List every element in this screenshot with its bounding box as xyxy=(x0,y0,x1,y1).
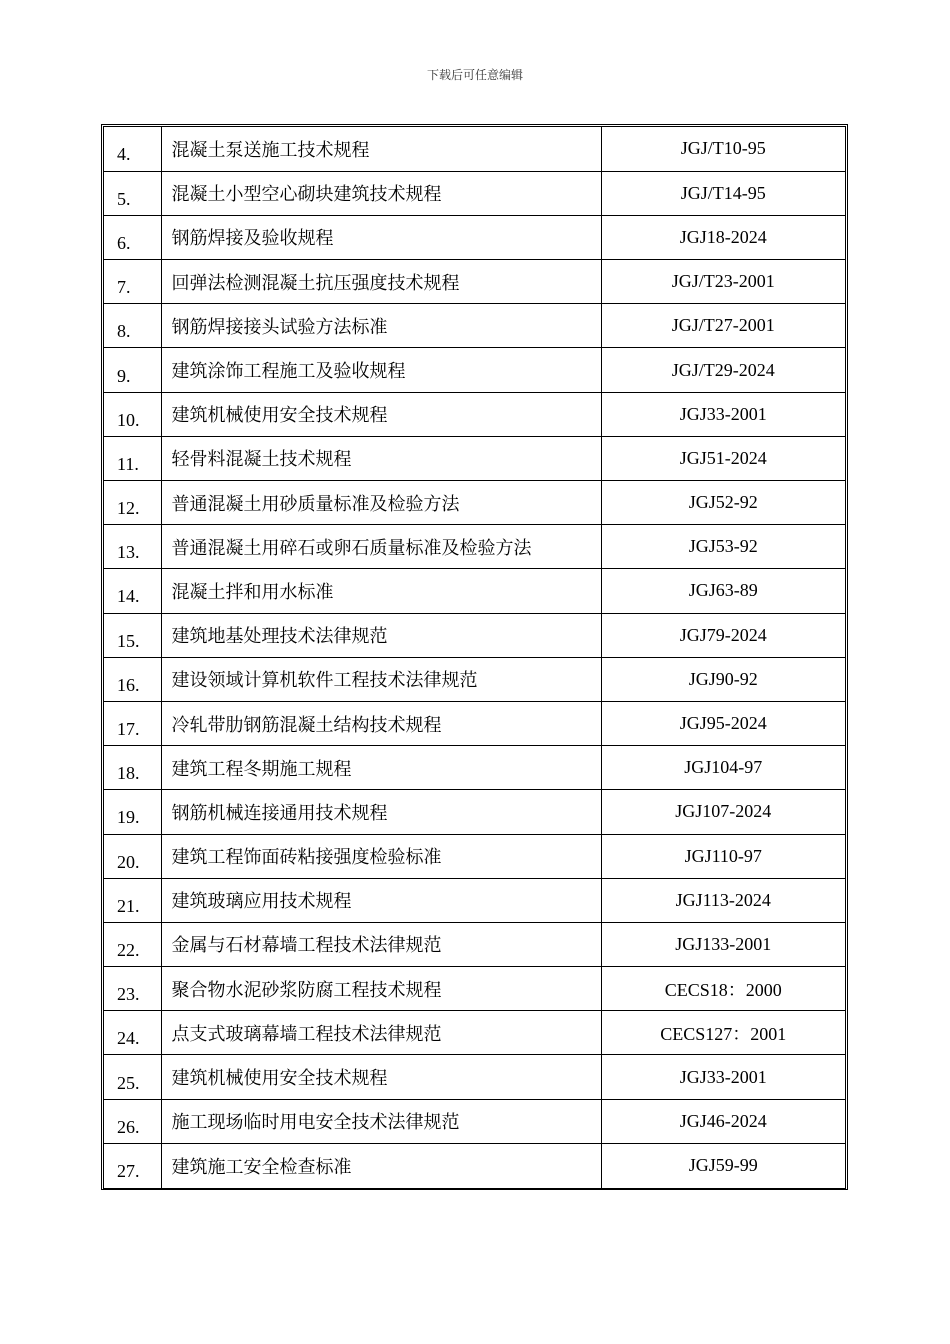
standard-code: JGJ52-92 xyxy=(601,481,845,525)
standard-code: JGJ113-2024 xyxy=(601,878,845,922)
standard-code: JGJ/T23-2001 xyxy=(601,260,845,304)
standard-name: 建筑机械使用安全技术规程 xyxy=(161,392,601,436)
row-number: 17. xyxy=(104,701,161,745)
standards-table xyxy=(101,124,848,1190)
standard-code: JGJ90-92 xyxy=(601,657,845,701)
standard-name: 混凝土泵送施工技术规程 xyxy=(161,127,601,171)
standard-code: JGJ46-2024 xyxy=(601,1099,845,1143)
standard-name: 建筑涂饰工程施工及验收规程 xyxy=(161,348,601,392)
row-number: 13. xyxy=(104,525,161,569)
row-number: 7. xyxy=(104,260,161,304)
standard-name: 建设领域计算机软件工程技术法律规范 xyxy=(161,657,601,701)
standard-code: JGJ133-2001 xyxy=(601,922,845,966)
table-row xyxy=(104,436,845,480)
table-row xyxy=(104,967,845,1011)
table-row xyxy=(104,922,845,966)
page-header-note: 下载后可任意编辑 xyxy=(426,68,523,82)
table-row xyxy=(104,1055,845,1099)
standard-code: JGJ/T14-95 xyxy=(601,171,845,215)
standard-name: 建筑地基处理技术法律规范 xyxy=(161,613,601,657)
table-row xyxy=(104,1099,845,1143)
table-row xyxy=(104,657,845,701)
row-number: 27. xyxy=(104,1143,161,1187)
standard-code: JGJ51-2024 xyxy=(601,436,845,480)
standard-name: 回弹法检测混凝土抗压强度技术规程 xyxy=(161,260,601,304)
standard-name: 混凝土小型空心砌块建筑技术规程 xyxy=(161,171,601,215)
standard-name: 轻骨料混凝土技术规程 xyxy=(161,436,601,480)
row-number: 24. xyxy=(104,1011,161,1055)
row-number: 10. xyxy=(104,392,161,436)
row-number: 12. xyxy=(104,481,161,525)
table-row xyxy=(104,525,845,569)
standard-name: 普通混凝土用碎石或卵石质量标准及检验方法 xyxy=(161,525,601,569)
standard-name: 钢筋机械连接通用技术规程 xyxy=(161,790,601,834)
standard-code: JGJ53-92 xyxy=(601,525,845,569)
row-number: 16. xyxy=(104,657,161,701)
row-number: 21. xyxy=(104,878,161,922)
standard-code: JGJ79-2024 xyxy=(601,613,845,657)
table-row xyxy=(104,392,845,436)
table-row xyxy=(104,701,845,745)
row-number: 9. xyxy=(104,348,161,392)
row-number: 14. xyxy=(104,569,161,613)
table-row xyxy=(104,348,845,392)
standard-code: JGJ33-2001 xyxy=(601,392,845,436)
table-row xyxy=(104,790,845,834)
standard-code: JGJ107-2024 xyxy=(601,790,845,834)
standard-name: 建筑工程饰面砖粘接强度检验标准 xyxy=(161,834,601,878)
table-row xyxy=(104,613,845,657)
table-row xyxy=(104,481,845,525)
standard-name: 点支式玻璃幕墙工程技术法律规范 xyxy=(161,1011,601,1055)
standard-code: JGJ33-2001 xyxy=(601,1055,845,1099)
standard-name: 建筑玻璃应用技术规程 xyxy=(161,878,601,922)
standards-table-body xyxy=(104,127,845,1188)
row-number: 23. xyxy=(104,967,161,1011)
standard-name: 钢筋焊接及验收规程 xyxy=(161,215,601,259)
standard-name: 冷轧带肋钢筋混凝土结构技术规程 xyxy=(161,701,601,745)
row-number: 26. xyxy=(104,1099,161,1143)
standard-code: JGJ59-99 xyxy=(601,1143,845,1187)
standard-code: JGJ/T29-2024 xyxy=(601,348,845,392)
row-number: 5. xyxy=(104,171,161,215)
row-number: 18. xyxy=(104,746,161,790)
standard-name: 普通混凝土用砂质量标准及检验方法 xyxy=(161,481,601,525)
standard-code: JGJ104-97 xyxy=(601,746,845,790)
row-number: 19. xyxy=(104,790,161,834)
standard-name: 建筑施工安全检查标准 xyxy=(161,1143,601,1187)
table-row xyxy=(104,878,845,922)
row-number: 8. xyxy=(104,304,161,348)
row-number: 20. xyxy=(104,834,161,878)
standard-code: JGJ95-2024 xyxy=(601,701,845,745)
standard-name: 混凝土拌和用水标准 xyxy=(161,569,601,613)
row-number: 6. xyxy=(104,215,161,259)
table-row xyxy=(104,569,845,613)
standard-code: JGJ18-2024 xyxy=(601,215,845,259)
table-row xyxy=(104,127,845,171)
row-number: 15. xyxy=(104,613,161,657)
standard-code: JGJ/T10-95 xyxy=(601,127,845,171)
standard-code: CECS127：2001 xyxy=(601,1011,845,1055)
row-number: 25. xyxy=(104,1055,161,1099)
table-row xyxy=(104,260,845,304)
standard-name: 金属与石材幕墙工程技术法律规范 xyxy=(161,922,601,966)
row-number: 4. xyxy=(104,127,161,171)
table-row xyxy=(104,215,845,259)
standard-code: JGJ63-89 xyxy=(601,569,845,613)
row-number: 22. xyxy=(104,922,161,966)
standard-code: JGJ110-97 xyxy=(601,834,845,878)
standard-name: 建筑工程冬期施工规程 xyxy=(161,746,601,790)
standard-name: 建筑机械使用安全技术规程 xyxy=(161,1055,601,1099)
row-number: 11. xyxy=(104,436,161,480)
standard-code: CECS18：2000 xyxy=(601,967,845,1011)
table-row xyxy=(104,1143,845,1187)
table-row xyxy=(104,1011,845,1055)
table-row xyxy=(104,304,845,348)
standard-name: 施工现场临时用电安全技术法律规范 xyxy=(161,1099,601,1143)
table-row xyxy=(104,746,845,790)
standard-name: 聚合物水泥砂浆防腐工程技术规程 xyxy=(161,967,601,1011)
standard-code: JGJ/T27-2001 xyxy=(601,304,845,348)
table-row xyxy=(104,834,845,878)
table-row xyxy=(104,171,845,215)
standard-name: 钢筋焊接接头试验方法标准 xyxy=(161,304,601,348)
